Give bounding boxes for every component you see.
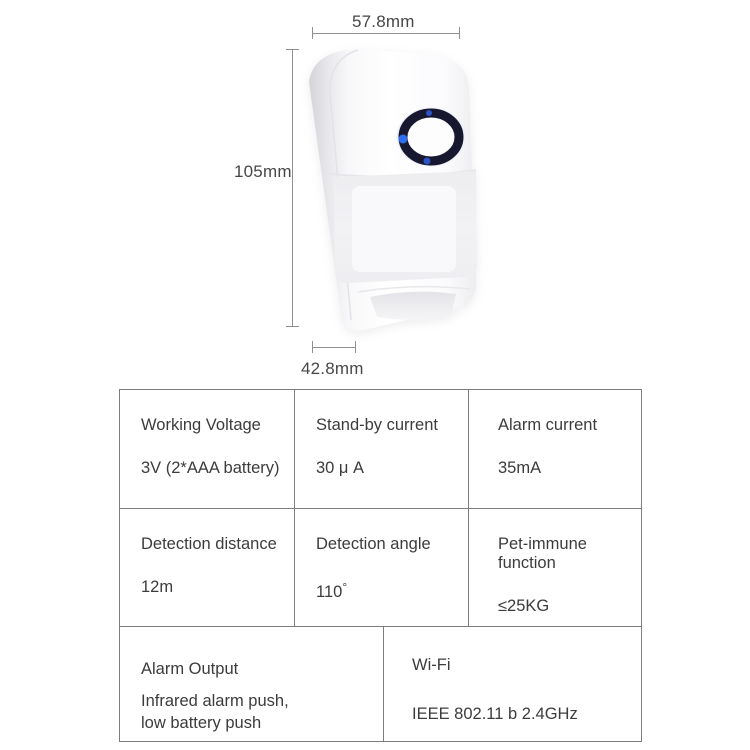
cell-alarm-output bbox=[120, 627, 383, 741]
height-dimension-label: 105mm bbox=[234, 162, 292, 181]
bottom-width-dimension-line bbox=[312, 347, 356, 348]
pir-sensor-image bbox=[300, 40, 485, 340]
bottom-width-tick-left bbox=[312, 341, 313, 353]
cell-value: 35mA bbox=[498, 459, 542, 477]
cell-pet-immune bbox=[468, 509, 641, 626]
cell-value: 3V (2*AAA battery) bbox=[141, 459, 280, 477]
bottom-width-tick-right bbox=[355, 341, 356, 353]
value-line: Infrared alarm push, bbox=[141, 692, 289, 710]
height-tick-top bbox=[286, 49, 299, 50]
cell-label: Pet-immune function bbox=[498, 535, 587, 572]
cell-label: Alarm current bbox=[498, 416, 598, 434]
fresnel-lens-window bbox=[352, 186, 456, 272]
bottom-width-dimension-label: 42.8mm bbox=[301, 359, 364, 378]
spec-table bbox=[119, 389, 642, 742]
bottom-lens-window bbox=[370, 292, 456, 320]
cell-standby-current bbox=[294, 390, 468, 508]
value-line: low battery push bbox=[141, 714, 262, 732]
top-width-tick-left bbox=[312, 27, 313, 39]
cell-value: 12m bbox=[141, 578, 174, 596]
table-row bbox=[120, 626, 641, 741]
cell-label: Stand-by current bbox=[316, 416, 438, 434]
cell-label: Detection angle bbox=[316, 535, 431, 553]
cell-detection-distance bbox=[120, 509, 294, 626]
cell-label: Wi-Fi bbox=[412, 656, 451, 674]
cell-value: IEEE 802.11 b 2.4GHz bbox=[412, 705, 578, 723]
cell-value: 110° bbox=[316, 580, 348, 601]
cell-working-voltage bbox=[120, 390, 294, 508]
height-tick-bottom bbox=[286, 326, 299, 327]
degree-symbol: ° bbox=[342, 580, 348, 594]
top-width-dimension-line bbox=[312, 33, 460, 34]
cell-value: ≤25KG bbox=[498, 597, 550, 615]
top-width-dimension-label: 57.8mm bbox=[352, 12, 415, 31]
device-illustration bbox=[300, 40, 485, 340]
cell-label: Alarm Output bbox=[141, 660, 239, 678]
cell-value bbox=[141, 690, 375, 734]
cell-value: 30 μ A bbox=[316, 459, 365, 477]
cell-label: Detection distance bbox=[141, 535, 277, 553]
top-width-tick-right bbox=[459, 27, 460, 39]
height-dimension-line bbox=[292, 49, 293, 327]
cell-alarm-current bbox=[468, 390, 641, 508]
table-row bbox=[120, 390, 641, 508]
cell-detection-angle bbox=[294, 509, 468, 626]
table-row bbox=[120, 508, 641, 626]
cell-label: Working Voltage bbox=[141, 416, 261, 434]
cell-wifi bbox=[383, 627, 641, 741]
